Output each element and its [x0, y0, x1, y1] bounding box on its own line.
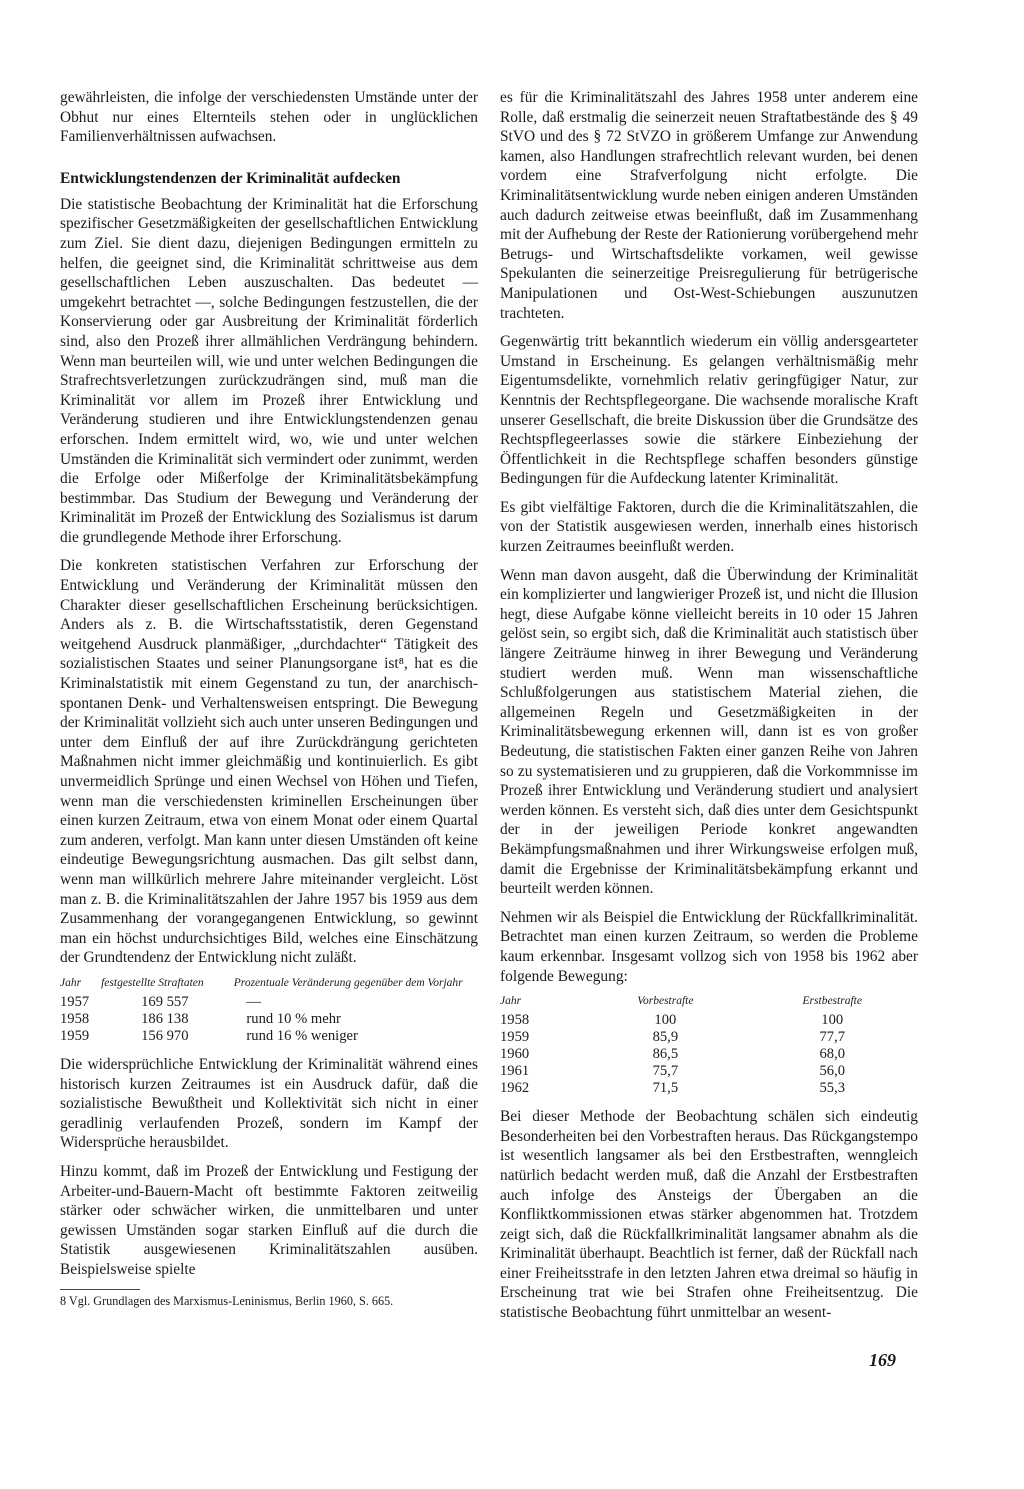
paragraph: Die widersprüchliche Entwicklung der Kriminalität während eines historisch kurzen Zeitraumes ist ein Ausdruck dafür, daß die sozialistische Bewußtheit und Kollektivität sich nicht in einer geradlinig verlaufenden Prozeß, sondern im Kampf der Widersprüche herausbildet. [60, 1055, 478, 1152]
paragraph: Bei dieser Methode der Beobachtung schälen sich eindeutig Besonderheiten bei den Vorbestraften heraus. Das Rückgangstempo ist wesentlich langsamer als bei den Erstbestraften, wenngleich natürlich bedacht werden muß, daß die Anzahl der Erstbestraften auch infolge des Ansteigs der Übergaben an die Konfliktkommissionen etwas stärker abgenommen hat. Trotzdem zeigt sich, daß die Rückfallkriminalität langsamer abnahm als die Kriminalität überhaupt. Beachtlich ist ferner, daß der Rückfall nach einer Freiheitsstrafe in den letzten Jahren etwa dreimal so häufig in Erscheinung trat wie bei Strafen ohne Freiheitsentzug. Die statistische Beobachtung führt unmittelbar an wesent- [500, 1108, 918, 1322]
table-cell: 71,5 [652, 1080, 679, 1097]
table-cell: 75,7 [652, 1063, 679, 1080]
table-cell: 100 [821, 1012, 844, 1029]
paragraph: Die konkreten statistischen Verfahren zur Erforschung der Entwicklung und Veränderung der Kriminalität müssen den Charakter dieser gesellschaftlichen Erscheinung berücksichtigen. Anders als z. B. die Wirtschaftsstatistik, deren Gegenstand weitgehend Ausdruck planmäßiger, „durchdachter“ Tätigkeit des sozialistischen Staates und seiner Planungsorgane ist⁸, hat es die Kriminalstatistik mit einem Gegenstand zu tun, der anarchisch-spontanen Denk- und Verhaltensweisen entspringt. Die Bewegung der Kriminalität vollzieht sich auch unter unseren Bedingungen und unter dem Einfluß der auf ihre Zurückdrängung gerichteten Maßnahmen nicht immer gleichmäßig und kontinuierlich. Es gibt unvermeidlich Sprünge und einen Wechsel von Höhen und Tiefen, wenn man die verschiedensten kriminellen Erscheinungen über einen kurzen Zeitraum, etwa von einem Monat oder einem Quartal zum anderen, verfolgt. Man kann unter diesen Umständen oft keine eindeutige Bewegungsrichtung ausmachen. Das gilt selbst dann, wenn man willkürlich mehrere Jahre miteinander vergleicht. Löst man z. B. die Kriminalitätszahlen der Jahre 1957 bis 1959 aus dem Zusammenhang der vorangegangenen Entwicklung, so gewinnt man ein höchst undurchsichtiges Bild, welches eine Einschätzung der Grundtendenz der Entwicklung nicht zuläßt. [60, 557, 478, 967]
table-cell: 1961 [500, 1063, 530, 1080]
paragraph: es für die Kriminalitätszahl des Jahres 1958 unter anderem eine Rolle, daß erstmalig die seinerzeit neuen Straftatbestände des § 49 StVO und des § 72 StVZO in größerem Umfange zur Anwendung kamen, also Handlungen strafrechtlich relevant wurden, bei denen vordem eine Strafverfolgung nicht erfolgte. Die Kriminalitätsentwicklung wurde neben einigen anderen Umständen auch dadurch zeitweise etwas beeinflußt, daß im Zusammenhang mit der Aufhebung der Reste der Rationierung vorübergehend mehr Betrugs- und Wirtschaftsdelikte vorkamen, weil gewisse Spekulanten die seinerzeitige Preisregulierung für betrügerische Manipulationen und Ost-West-Schiebungen auszunutzen trachteten. [500, 89, 918, 322]
table-cell: 100 [654, 1012, 677, 1029]
page-number: 169 [869, 1350, 896, 1370]
table-row [500, 1046, 918, 1063]
table-cell: 1960 [500, 1046, 530, 1063]
table-row [60, 994, 478, 1011]
table-cell: 1959 [60, 1027, 90, 1044]
table-row [60, 1028, 478, 1045]
table-header: Erstbestrafte [802, 995, 862, 1008]
paragraph: Die statistische Beobachtung der Kriminalität hat die Erforschung spezifischer Gesetzmäßigkeiten der gesellschaftlichen Entwicklung zum Ziel. Sie dient dazu, diejenigen Bedingungen ermitteln zu helfen, die geeignet sind, die Kriminalität schrittweise aus dem gesellschaftlichen Leben auszuschalten. Das bedeutet — umgekehrt betrachtet —, solche Bedingungen festzustellen, die der Konservierung oder gar Ausbreitung der Kriminalität förderlich sind, also den Prozeß ihrer allmählichen Verdrängung behindern. Wenn man beurteilen will, wie und unter welchen Bedingungen die Strafrechtsverletzungen zurückzudrängen sind, muß man die Kriminalität vor allem im Prozeß ihrer Entwicklung und Veränderung studieren und ihre Entwicklungstendenzen genau erforschen. Indem ermittelt wird, wo, wie und unter welchen Umständen die Kriminalität sich vermindert oder zunimmt, werden die Erfolge oder Mißerfolge der Kriminalitätsbekämpfung bestimmbar. Das Studium der Bewegung und Veränderung der Kriminalität im Prozeß der Entwicklung des Sozialismus ist darum die grundlegende Methode ihrer Erforschung. [60, 195, 478, 546]
table-header: Prozentuale Veränderung gegenüber dem Vorjahr [233, 976, 463, 989]
table-row [500, 1012, 918, 1029]
table-cell: 1959 [500, 1029, 530, 1046]
paragraph: Es gibt vielfältige Faktoren, durch die die Kriminalitätszahlen, die von der Statistik ausgewiesen werden, innerhalb eines historisch kurzen Zeitraumes beeinflußt werden. [500, 498, 918, 556]
footnote: 8 Vgl. Grundlagen des Marxismus-Leninismus, Berlin 1960, S. 665. [60, 1294, 394, 1309]
paragraph: Hinzu kommt, daß im Prozeß der Entwicklung und Festigung der Arbeiter-und-Bauern-Macht oft bestimmte Faktoren zeitweilig stärker oder schwächer wirken, die unmittelbaren und unter gewissen Umständen sogar starken Einfluß auf die durch die Statistik ausgewiesenen Kriminalitätszahlen ausüben. Beispielsweise spielte [60, 1162, 478, 1278]
table-cell: — [246, 993, 262, 1010]
table-cell: 56,0 [819, 1063, 846, 1080]
table-cell: 77,7 [819, 1029, 846, 1046]
table-row [500, 1063, 918, 1080]
table-cell: rund 16 % weniger [246, 1027, 358, 1044]
table-cell: 1958 [60, 1010, 90, 1027]
table-row [500, 1080, 918, 1097]
table-cell: 169 557 [141, 993, 189, 1010]
right-column [500, 88, 918, 1332]
table-cell: 186 138 [141, 1010, 189, 1027]
paragraph: Gegenwärtig tritt bekanntlich wiederum ein völlig andersgearteter Umstand in Erscheinung. Es gelangen verhältnismäßig mehr Eigentumsdelikte, vornehmlich relativ geringfügiger Natur, zur Kenntnis der Rechtspflegeorgane. Die wachsende moralische Kraft unserer Gesellschaft, die breite Diskussion über die Grundsätze des Rechtspflegeerlasses sowie die stärkere Einbeziehung der Öffentlichkeit in die Rechtspflege schaffen besonders günstige Bedingungen für die Aufdeckung latenter Kriminalität. [500, 333, 918, 488]
table-cell: 68,0 [819, 1046, 846, 1063]
table-header: Vorbestrafte [637, 995, 694, 1008]
table-cell: 156 970 [141, 1027, 189, 1044]
table-header: festgestellte Straftaten [101, 976, 204, 989]
table-cell: rund 10 % mehr [246, 1010, 341, 1027]
recidivism-table [500, 995, 918, 1097]
footnote-divider [60, 1289, 140, 1290]
intro-paragraph: gewährleisten, die infolge der verschiedensten Umstände unter der Obhut nur eines Elternteils stehen oder in unglücklichen Familienverhältnissen aufwachsen. [60, 89, 478, 146]
paragraph: Nehmen wir als Beispiel die Entwicklung der Rückfallkriminalität. Betrachtet man einen kurzen Zeitraum, so werden die Probleme kaum erkennbar. Insgesamt vollzog sich von 1958 bis 1962 aber folgende Bewegung: [500, 908, 918, 985]
table-row [500, 1029, 918, 1046]
crime-statistics-table [60, 977, 478, 1045]
table-cell: 1958 [500, 1012, 530, 1029]
section-heading: Entwicklungstendenzen der Kriminalität aufdecken [60, 169, 401, 187]
table-cell: 1957 [60, 993, 90, 1010]
table-cell: 1962 [500, 1080, 530, 1097]
table-cell: 85,9 [652, 1029, 679, 1046]
table-cell: 86,5 [652, 1046, 679, 1063]
table-header: Jahr [60, 976, 82, 989]
table-cell: 55,3 [819, 1080, 846, 1097]
paragraph: Wenn man davon ausgeht, daß die Überwindung der Kriminalität ein komplizierter und langwieriger Prozeß ist, und nicht die Illusion hegt, diese Aufgabe könne vielleicht bereits in 10 oder 15 Jahren gelöst sein, so ergibt sich, daß die Kriminalität auch statistisch über längere Zeiträume hinweg in ihrer Bewegung und Veränderung studiert werden muß. Wenn man wissenschaftliche Schlußfolgerungen aus statistischem Material ziehen, die allgemeinen Regeln und Gesetzmäßigkeiten in der Kriminalitätsbewegung erkennen will, dann ist es von großer Bedeutung, die statistischen Fakten einer ganzen Reihe von Jahren so zu systematisieren und zu gruppieren, daß die Vorkommnisse im Prozeß ihrer Entwicklung und Veränderung studiert und analysiert werden können. Es versteht sich, daß dies unter dem Gesichtspunkt der in der jeweiligen Periode konkret angewandten Bekämpfungsmaßnahmen und ihrer Wirkungsweise erfolgen muß, damit die Ergebnisse der Kriminalitätsbekämpfung erkannt und beurteilt werden können. [500, 566, 919, 898]
table-row [60, 1011, 478, 1028]
left-column [60, 88, 478, 1309]
table-header: Jahr [500, 995, 522, 1008]
